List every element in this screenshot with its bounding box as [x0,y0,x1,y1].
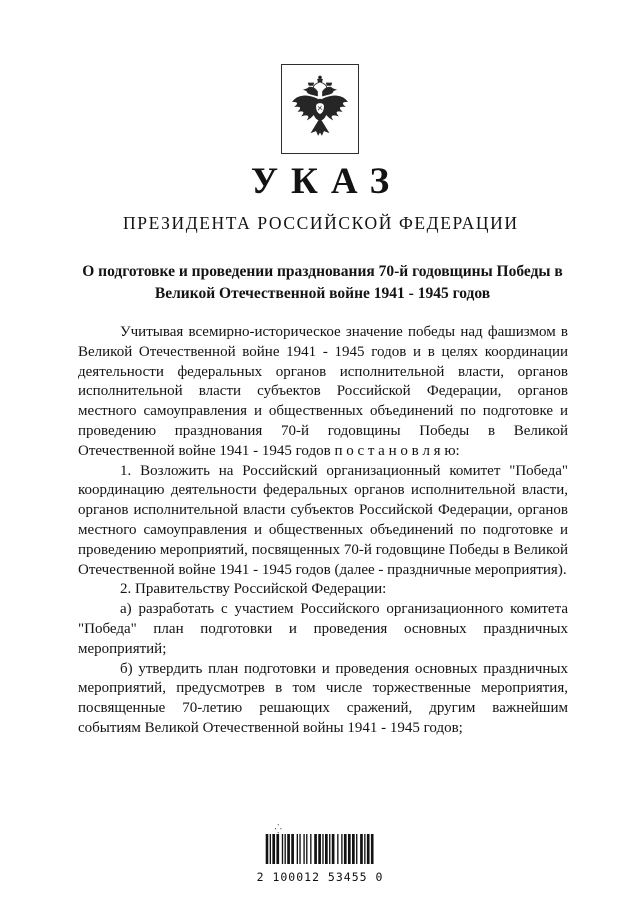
barcode-digits: 2 100012 53455 0 [256,870,384,884]
document-title: УКАЗ [250,161,403,202]
coat-of-arms-frame [281,64,359,154]
document-subject: О подготовке и проведении празднования 70-й годовщины Победы в Великой Отечественной войне 1941 - 1945 годов [82,263,563,302]
document-issuer: ПРЕЗИДЕНТА РОССИЙСКОЙ ФЕДЕРАЦИИ [123,213,519,233]
barcode-print-mark: ⁛ [274,824,282,834]
body-paragraph: 1. Возложить на Российский организационный комитет "Победа" координацию деятельности федеральных органов исполнительной власти, органов исполнительной власти субъектов Российской Федерации, органов местного самоуправления и общественных объединений по подготовке и проведению мероприятий, посвященных 70-й годовщине Победы в Великой Отечественной войне 1941 - 1945 годов (далее - праздничные мероприятия). [78,462,568,578]
body-paragraph: а) разработать с участием Российского организационного комитета "Победа" план подготовки и проведения основных праздничных мероприятий; [78,601,568,657]
document-body [78,323,568,739]
body-paragraph: 2. Правительству Российской Федерации: [120,581,387,598]
body-paragraph: б) утвердить план подготовки и проведения основных праздничных мероприятий, предусмотрев в том числе торжественные мероприятия, посвященные 70-летию решающих сражений, другим важнейшим событиям Великой Отечественной войны 1941 - 1945 годов; [78,660,568,736]
body-paragraph: Учитывая всемирно-историческое значение победы над фашизмом в Великой Отечественной войне 1941 - 1945 годов и в целях координации деятельности федеральных органов исполнительной власти, органов исполнительной власти субъектов Российской Федерации, органов местного самоуправления и общественных объединений по подготовке и проведению празднования 70-й годовщины Победы в Великой Отечественной войне 1941 - 1945 годов п о с т а н о в л я ю: [78,324,568,459]
barcode-bars [266,834,374,864]
barcode-block [257,824,384,884]
coat-of-arms-icon [289,71,351,147]
